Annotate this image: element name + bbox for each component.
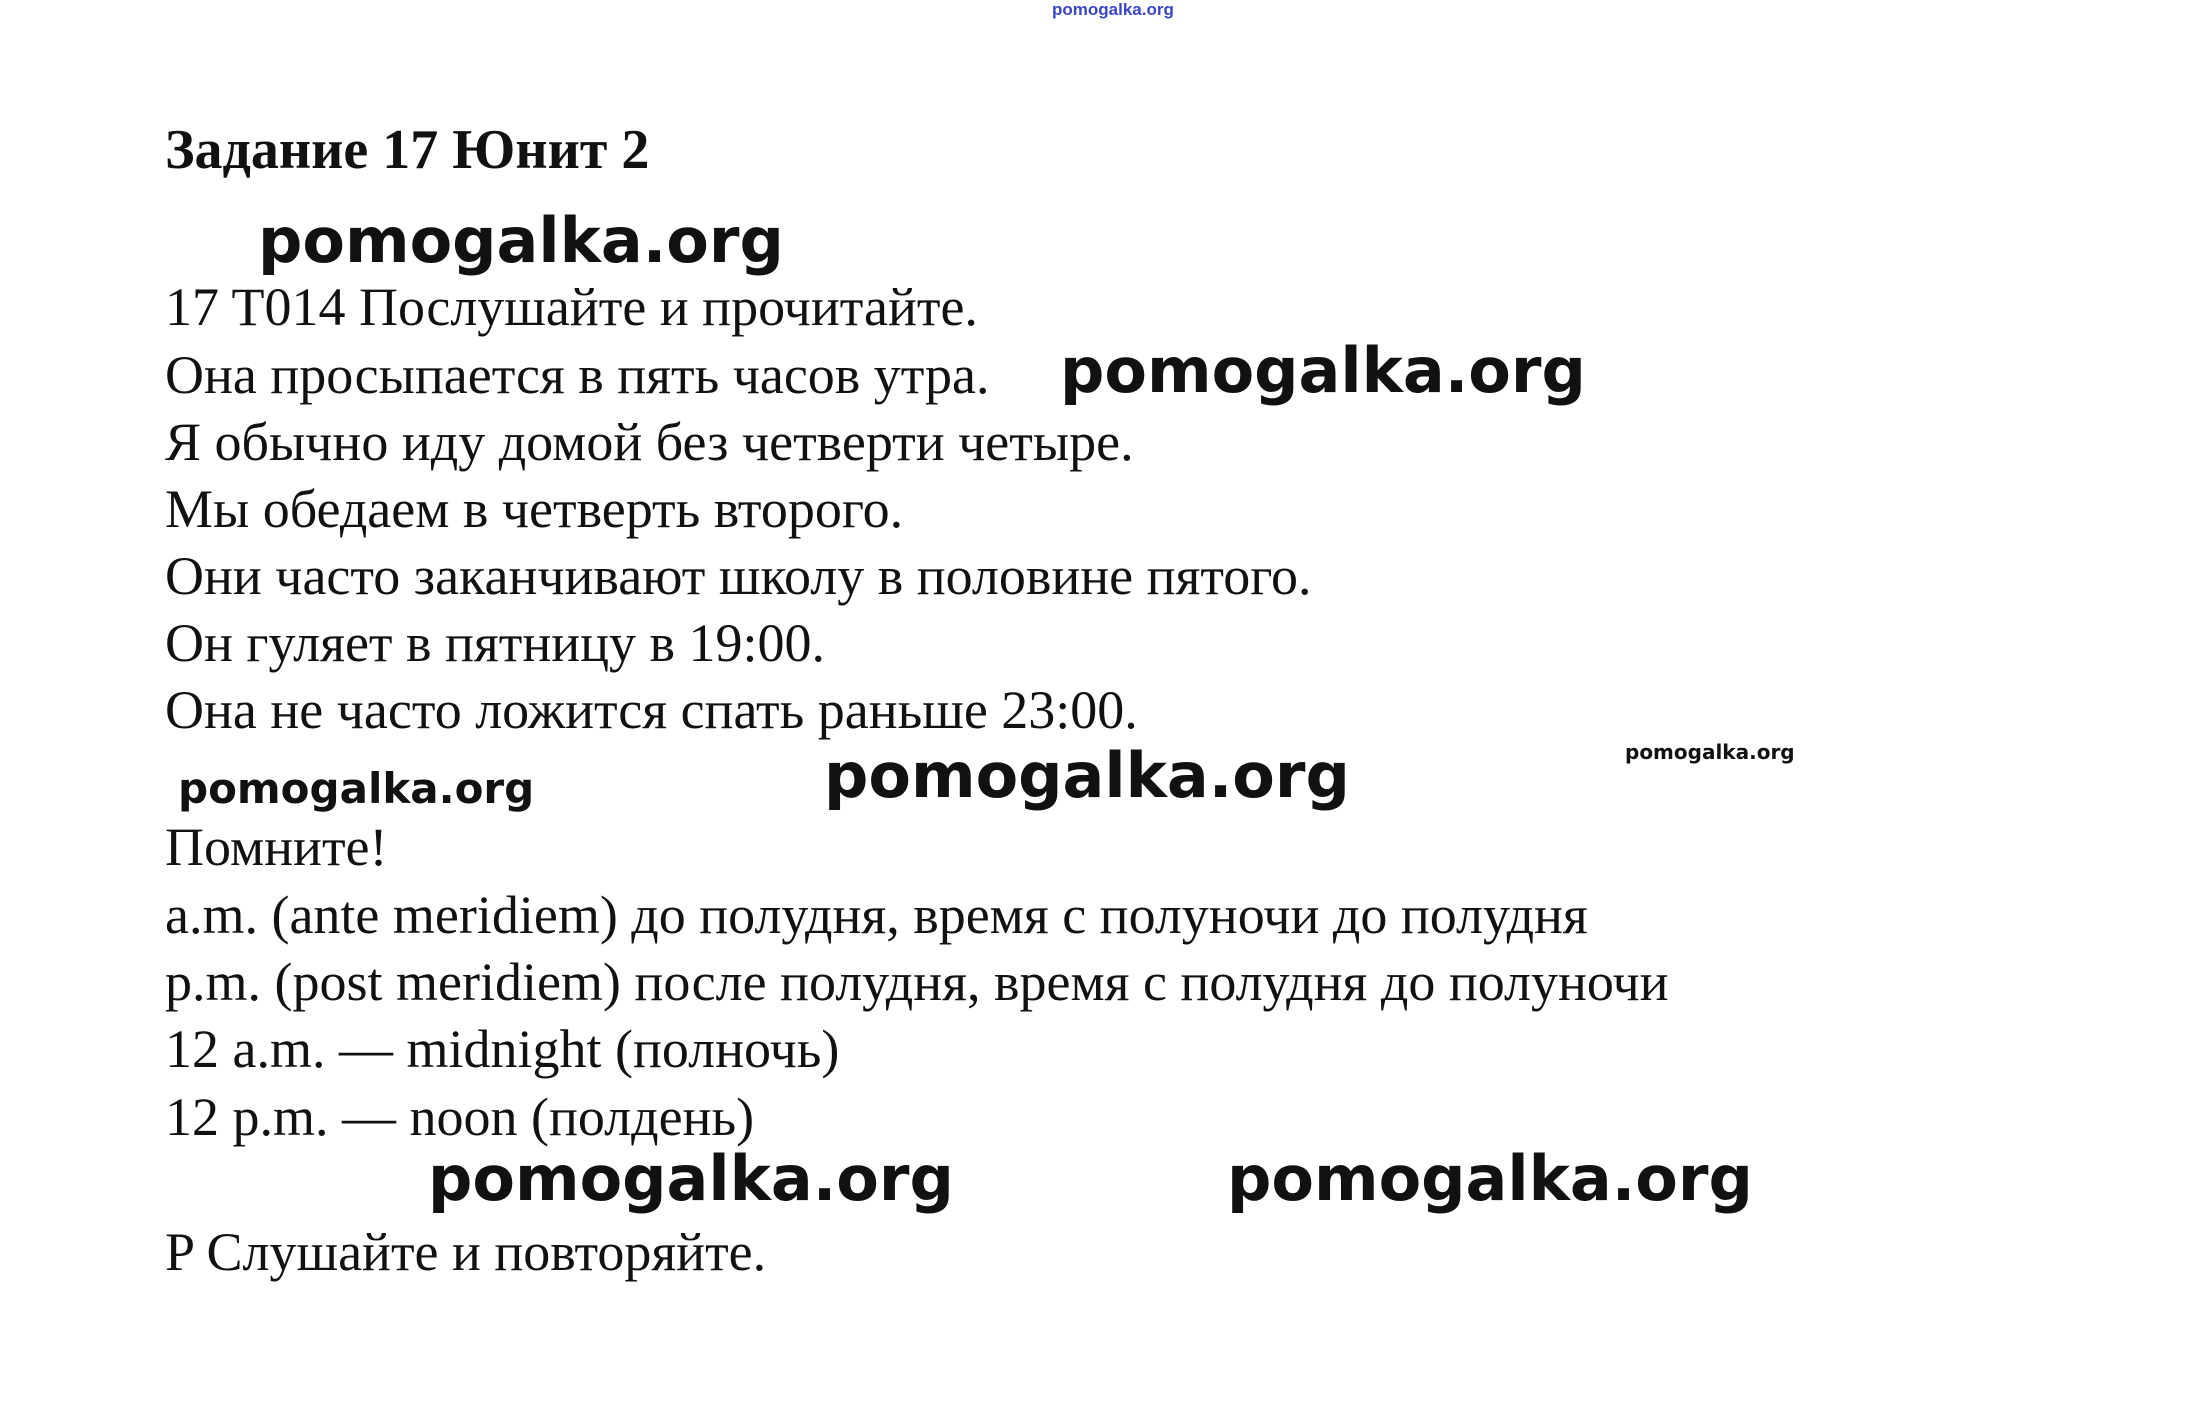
text-line: 12 a.m. — midnight (полночь) — [165, 1019, 840, 1079]
text-line: p.m. (post meridiem) после полудня, время с полудня до полуночи — [165, 952, 1669, 1012]
watermark: pomogalka.org — [1227, 1142, 1753, 1215]
watermark: pomogalka.org — [1060, 334, 1586, 407]
watermark: pomogalka.org — [428, 1142, 954, 1215]
watermark: pomogalka.org — [824, 739, 1350, 812]
header-site-link[interactable]: pomogalka.org — [1052, 0, 1174, 19]
watermark: pomogalka.org — [1625, 740, 1795, 764]
watermark: pomogalka.org — [258, 204, 784, 277]
text-line: Я обычно иду домой без четверти четыре. — [165, 412, 1134, 472]
text-line: 12 p.m. — noon (полдень) — [165, 1087, 755, 1147]
text-line: a.m. (ante meridiem) до полудня, время с полуночи до полудня — [165, 885, 1588, 945]
text-line: 17 T014 Послушайте и прочитайте. — [165, 277, 978, 337]
text-line: Помните! — [165, 817, 388, 877]
text-line: Мы обедаем в четверть второго. — [165, 479, 904, 539]
text-line: Они часто заканчивают школу в половине пятого. — [165, 546, 1312, 606]
text-line: Она просыпается в пять часов утра. — [165, 345, 990, 405]
text-line: Он гуляет в пятницу в 19:00. — [165, 613, 826, 673]
text-line: Она не часто ложится спать раньше 23:00. — [165, 680, 1138, 740]
text-line: P Слушайте и повторяйте. — [165, 1222, 767, 1282]
watermark: pomogalka.org — [178, 764, 535, 813]
page-title: Задание 17 Юнит 2 — [165, 119, 650, 181]
